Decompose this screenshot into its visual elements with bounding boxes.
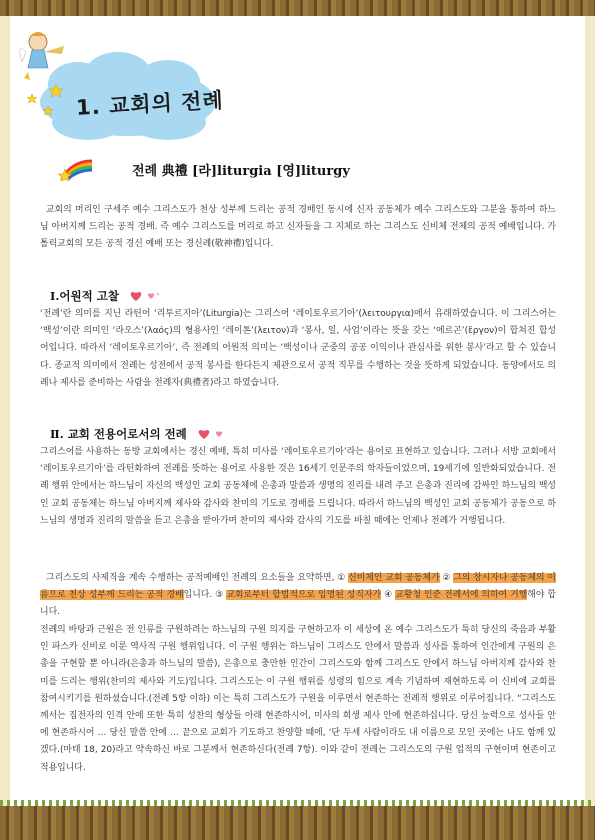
section2-summary-paragraph: 그리스도의 사제직을 계속 수행하는 공적예배인 전례의 요소들을 요약하면, ① 신비체인 교회 공동체가 ② 그의 창시자나 공동체의 이름으로 천상 성부께 드리는 공적 경배입니다. ③ 교회로부터 합법적으로 임명된 성직자가 ④ 교황청 인준 전례서에 의하여 거행해야 합니다. <box>40 573 557 618</box>
bottom-border <box>0 806 595 840</box>
rainbow-star-icon <box>58 157 94 181</box>
highlight-2: 그의 창시자나 공동체의 이름으로 천상 성부께 드리는 공적 경배 <box>40 573 557 601</box>
section2-title-text: Ⅱ. 교회 전용어로서의 전례 <box>50 427 187 441</box>
right-border <box>585 16 595 806</box>
section2-paragraph-3: 전례의 바탕과 근원은 전 인류를 구원하려는 하느님의 구원 의지를 구현하고자 이 세상에 온 예수 그리스도가 특히 당신의 죽음과 부활인 파스카 신비로 이룬 역사적 구원 행위입니다. 이 구원 행위는 하느님이 그리스도 안에서 말씀과 성사를 통하여 인간에게 구원의 은총을 구현할 뿐 아니라(은총과 하느님의 말씀), 은총으로 충만한 인간이 그리스도와 함께 그리스도 안에서 하느님 아버지께 감사와 찬미를 드리는 행위(찬미의 제사와 기도)입니다. 그리스도는 이 구원 행위를 성령의 힘으로 계속 기념하며 재현하도록 이 신비에 교회를 참여시키기를 원하셨습니다.(전례 5항 이하) 이는 특히 그리스도가 구원을 이루면서 현존하는 전례적 행위로 이루어집니다. “그리스도께서는 집전자의 인격 안에 또한 특히 성찬의 형상들 아래 현존하시어, 미사의 희생 제사 안에 현존하십니다. 당신 능력으로 성사들 안에 현존하시어 … 당신 말씀 안에 … 끝으로 교회가 기도하고 찬양할 때에, ‘단 두세 사람이라도 내 이름으로 모인 곳에는 나도 함께 있겠다.(마태 18, 20)라고 약속하신 바로 그분께서 현존하신다(전례 7항). 이와 같이 전례는 그리스도의 구원 업적의 구현이며 현존이고 적용입니다. <box>40 625 556 773</box>
section2-paragraph: 그리스어를 사용하는 동방 교회에서는 경신 예배, 특히 미사를 ‘레이토우르기아’라는 용어로 표현하고 있습니다. 그러나 서방 교회에서 ‘레이토우르기아’를 라틴화하여 전례를 뜻하는 용어로 사용한 것은 16세기 인문주의 학자들이었으며, 19세기에 일반화되었습니다. 전례 행위 안에서는 하느님이 자신의 백성인 교회 공동체에 은총과 말씀과 생명의 진리를 내려 주고 은총과 진리에 감싸인 하느님의 백성인 교회 공동체는 하느님 아버지께 제사와 감사와 찬미의 기도로 경배를 드립니다. 따라서 하느님의 백성인 교회 공동체가 공동으로 하느님의 생명과 진리의 말씀을 듣고 은총을 받아가며 찬미의 제사와 감사의 기도를 바칠 때에는 언제나 전례가 거행됩니다. <box>40 447 556 526</box>
headline-text: 전례 典禮 [라]liturgia [영]liturgy <box>132 163 350 179</box>
headline <box>58 157 350 181</box>
section2-title <box>50 426 231 442</box>
top-border <box>0 0 595 16</box>
section1-paragraph: ‘전례’란 의미를 지닌 라틴어 ‘리투르지아’(Liturgia)는 그리스어 ‘레이토우르기아’(λειτουργια)에서 유래하였습니다. 이 그리스어는 ‘백성’이란 의미인 ‘라오스’(λαός)의 형용사인 ‘레이톤’(λειτον)과 ‘봉사, 일, 사업’이라는 뜻을 갖는 ‘에르곤’(ἔργον)이 합쳐진 합성어입니다. 따라서 ‘레이토우르기아’, 즉 전례의 어원적 의미는 ‘백성이나 군중의 공공 이익이나 관심사를 위한 봉사’라고 할 수 있습니다. 종교적 의미에서 전례는 성전에서 공적 봉사를 한다든지 제관으로서 공적 직무를 수행하는 것을 뜻하게 되었습니다. 동양에서도 의례나 제사를 준비하는 사람을 전례자(典禮者)라고 하였습니다. <box>40 309 556 388</box>
page-title: 1. 교회의 전례 <box>75 88 225 120</box>
section1-title <box>50 288 163 304</box>
hearts-icon <box>195 427 231 441</box>
intro-paragraph: 교회의 머리인 구세주 예수 그리스도가 천상 성부께 드리는 공적 경배인 동시에 신자 공동체가 예수 그리스도와 그분을 통하여 하느님 아버지께 드리는 공적 경배. 즉 예수 그리스도를 머리로 하고 신자들을 그 지체로 하는 그리스도 신비체 전체의 공적 예배입니다. 가톨릭교회의 모든 공적 경신 예배 또는 경신례(敬神禮)입니다. <box>40 205 556 250</box>
highlight-3: 교회로부터 합법적으로 임명된 성직자가 <box>226 590 382 601</box>
section1-title-text: Ⅰ.어원적 고찰 <box>50 289 119 303</box>
highlight-1: 신비체인 교회 공동체가 <box>348 573 440 583</box>
left-border <box>0 16 10 806</box>
hearts-icon <box>127 289 163 303</box>
highlight-4: 교황청 인준 전례서에 의하여 거행 <box>395 590 528 601</box>
